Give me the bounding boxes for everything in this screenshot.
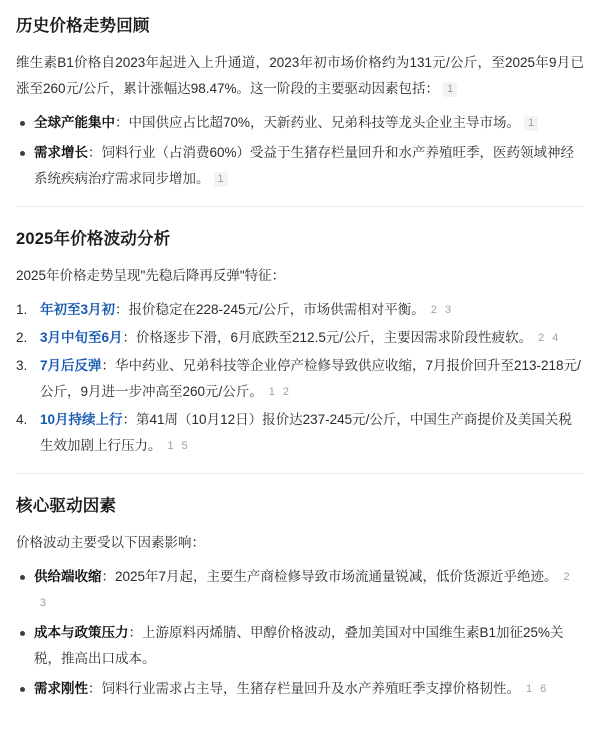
- citation-ref[interactable]: 4: [552, 332, 559, 344]
- section-intro-drivers: 价格波动主要受以下因素影响：: [16, 535, 205, 550]
- item-text: ：报价稳定在228-245元/公斤，市场供需相对平衡。: [115, 302, 425, 317]
- bullet-lead: 成本与政策压力: [34, 625, 129, 640]
- list-item: [16, 407, 584, 459]
- section-intro-fluctuation: 2025年价格走势呈现"先稳后降再反弹"特征：: [16, 268, 286, 283]
- section-history: [16, 0, 584, 192]
- section-intro-history: [16, 50, 584, 102]
- citation-ref[interactable]: 1: [524, 116, 538, 131]
- citation-ref[interactable]: 1: [214, 172, 228, 187]
- section-title-drivers: 核心驱动因素: [16, 497, 117, 515]
- drivers-bullet-list: [16, 564, 584, 702]
- citation-ref[interactable]: 1: [443, 82, 457, 97]
- list-item-number: 4.: [16, 412, 28, 427]
- bullet-lead: 全球产能集中: [34, 115, 115, 130]
- bullet-lead: 需求刚性: [34, 681, 88, 696]
- bullet-text: ：饲料行业（占消费60%）受益于生猪存栏量回升和水产养殖旺季，医药领域神经系统疾病治疗需求同步增加。: [34, 145, 575, 186]
- bullet-text: ：上游原料丙烯腈、甲醇价格波动，叠加美国对中国维生素B1加征25%关税，推高出口成本。: [34, 625, 564, 666]
- citation-ref[interactable]: 2: [282, 386, 290, 398]
- citation-ref[interactable]: 3: [40, 597, 47, 609]
- list-item: [16, 620, 584, 672]
- history-bullet-list: [16, 110, 584, 192]
- citation-ref[interactable]: 5: [181, 440, 188, 452]
- bullet-lead: 需求增长: [34, 145, 88, 160]
- section-title-history: 历史价格走势回顾: [16, 17, 150, 35]
- fluctuation-numbered-list: [16, 297, 584, 459]
- item-lead: 年初至3月初: [40, 302, 116, 317]
- item-lead: 10月持续上行: [40, 412, 123, 427]
- item-lead: 3月中旬至6月: [40, 330, 123, 345]
- item-text: ：华中药业、兄弟科技等企业停产检修导致供应收缩，7月报价回升至213-218元/公斤，9月进一步冲高至260元/公斤。: [40, 358, 581, 399]
- bullet-text: ：中国供应占比超70%，天新药业、兄弟科技等龙头企业主导市场。: [115, 115, 521, 130]
- item-text: ：价格逐步下滑，6月底跌至212.5元/公斤，主要因需求阶段性疲软。: [122, 330, 533, 345]
- citation-ref[interactable]: 1: [167, 440, 174, 452]
- citation-ref[interactable]: 2: [538, 332, 545, 344]
- list-item-number: 3.: [16, 358, 28, 373]
- section-fluctuation: [16, 206, 584, 459]
- citation-ref[interactable]: 1: [268, 386, 275, 398]
- citation-ref[interactable]: 6: [540, 683, 547, 695]
- list-item: [16, 110, 584, 136]
- list-item: [16, 353, 584, 405]
- list-item-number: 2.: [16, 330, 28, 345]
- citation-ref[interactable]: 1: [526, 683, 533, 695]
- list-item: [16, 676, 584, 702]
- section-drivers: [16, 473, 584, 702]
- bullet-text: ：饲料行业需求占主导，生猪存栏量回升及水产养殖旺季支撑价格韧性。: [88, 681, 520, 696]
- intro-text: 维生素B1价格自2023年起进入上升通道，2023年初市场价格约为131元/公斤，至2025年9月已涨至260元/公斤，累计涨幅达98.47%。这一阶段的主要驱动因素包括：: [16, 55, 584, 96]
- bullet-text: ：2025年7月起，主要生产商检修导致市场流通量锐减，低价货源近乎绝迹。: [101, 569, 558, 584]
- list-item: [16, 297, 584, 323]
- citation-ref[interactable]: 3: [444, 304, 452, 316]
- list-item: [16, 564, 584, 616]
- citation-ref[interactable]: 2: [563, 571, 570, 583]
- bullet-lead: 供给端收缩: [34, 569, 102, 584]
- list-item: [16, 140, 584, 192]
- citation-ref[interactable]: 2: [430, 304, 437, 316]
- list-item: [16, 325, 584, 351]
- item-lead: 7月后反弹: [40, 358, 102, 373]
- item-text: ：第41周（10月12日）报价达237-245元/公斤，中国生产商提价及美国关税生效加剧上行压力。: [40, 412, 572, 453]
- section-title-fluctuation: 2025年价格波动分析: [16, 230, 171, 248]
- list-item-number: 1.: [16, 302, 28, 317]
